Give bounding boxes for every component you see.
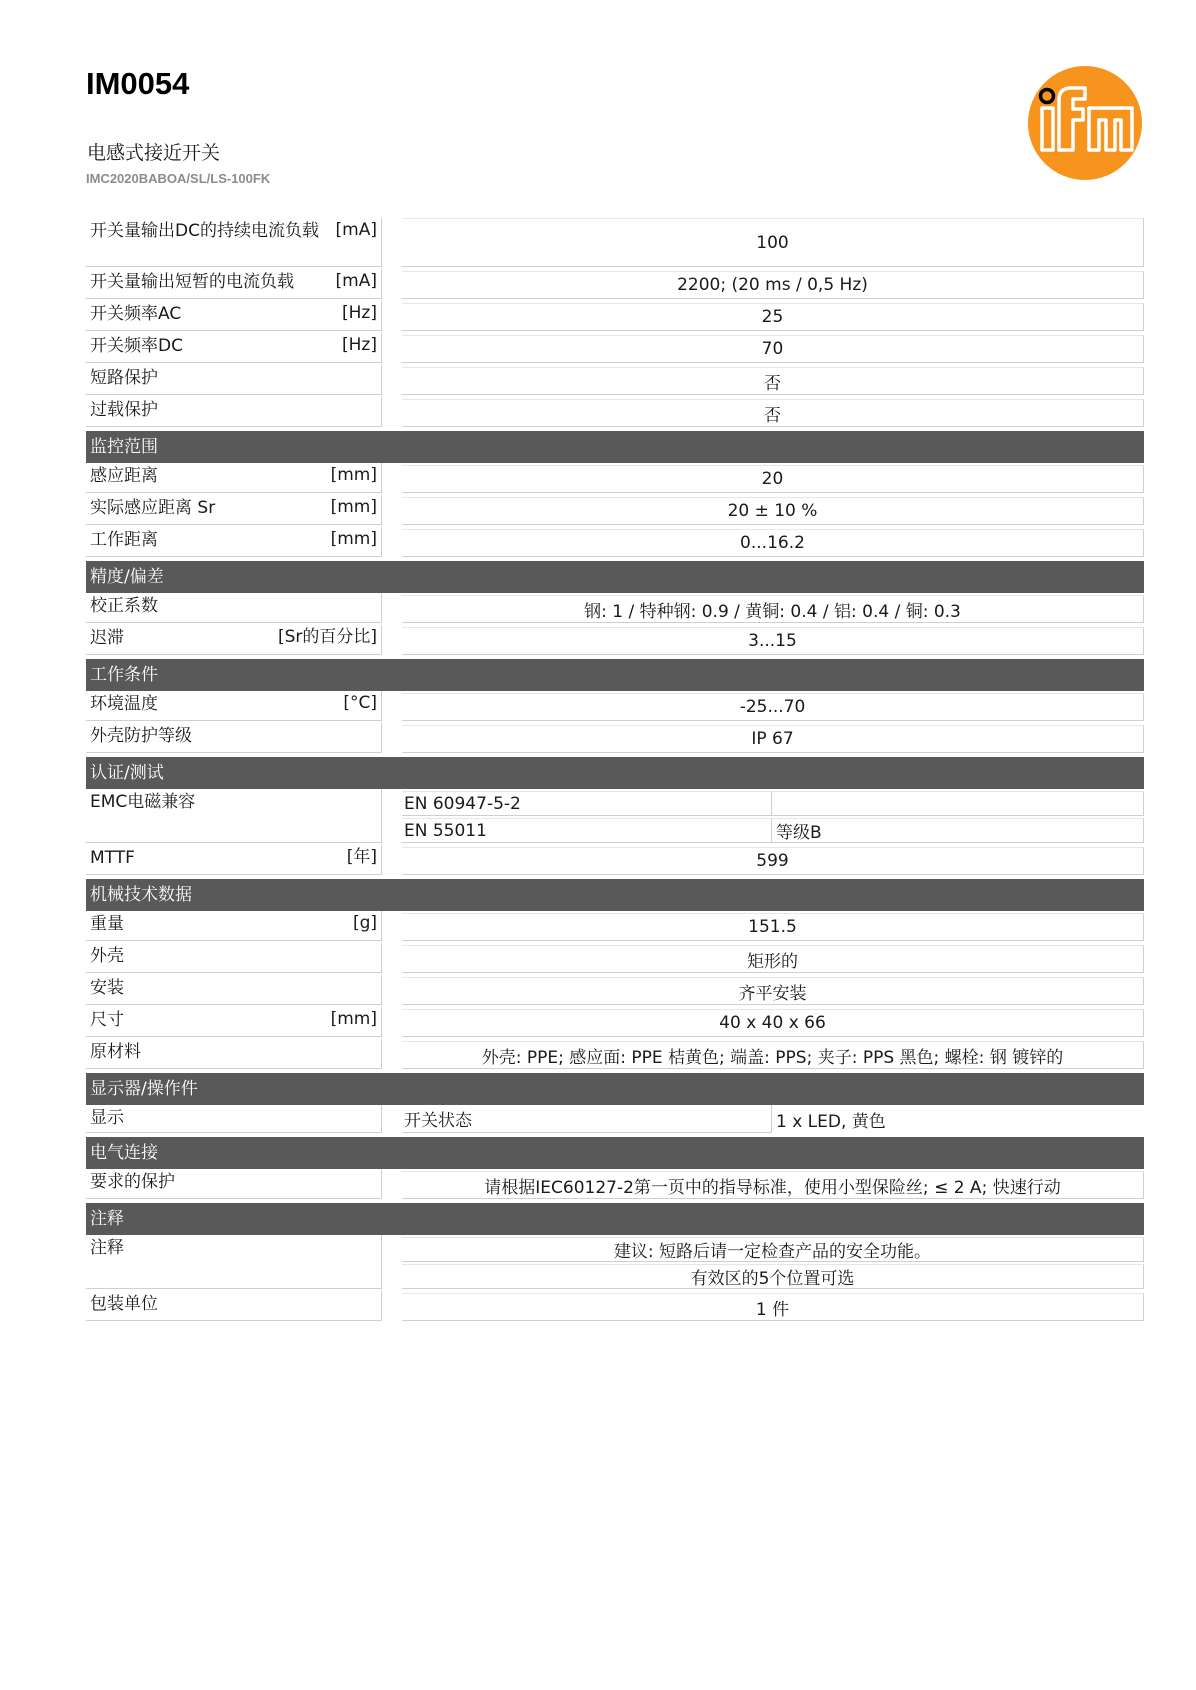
datasheet <box>86 218 1144 1323</box>
row-short-circuit-protection <box>86 365 1144 397</box>
row-real-sensing-range <box>86 495 1144 527</box>
param-unit: [mA] <box>335 271 377 291</box>
param-label: 短路保护 <box>90 368 158 388</box>
section-header-operating-conditions: 工作条件 <box>86 659 1144 691</box>
param-label: 开关频率AC <box>90 304 182 324</box>
remark-line: 建议: 短路后请一定检查产品的安全功能。 <box>402 1237 1144 1262</box>
label-cell <box>86 1007 382 1037</box>
emc-standard-2: EN 55011 <box>402 818 772 843</box>
param-label: 工作距离 <box>90 530 158 550</box>
param-value: 2200; (20 ms / 0,5 Hz) <box>402 271 1144 299</box>
param-value: IP 67 <box>402 725 1144 753</box>
label-cell <box>86 527 382 557</box>
label-cell <box>86 1235 382 1289</box>
row-mounting <box>86 975 1144 1007</box>
product-title: IM0054 <box>86 66 190 101</box>
param-unit: [g] <box>352 913 377 933</box>
param-label: MTTF <box>90 848 135 868</box>
param-label: 包装单位 <box>90 1294 158 1314</box>
param-value: 599 <box>402 847 1144 875</box>
label-cell <box>86 789 382 843</box>
param-value: 40 x 40 x 66 <box>402 1009 1144 1037</box>
label-cell <box>86 1039 382 1069</box>
label-cell <box>86 625 382 655</box>
row-required-protection <box>86 1169 1144 1201</box>
param-value: 外壳: PPE; 感应面: PPE 桔黄色; 端盖: PPS; 夹子: PPS 黑色; 螺栓: 钢 镀锌的 <box>402 1041 1144 1069</box>
param-label: 安装 <box>90 978 124 998</box>
label-cell <box>86 723 382 753</box>
param-label: 感应距离 <box>90 466 158 486</box>
emc-standard-1: EN 60947-5-2 <box>402 791 772 816</box>
ifm-logo <box>1026 64 1144 182</box>
label-cell <box>86 463 382 493</box>
label-cell <box>86 301 382 331</box>
row-remarks <box>86 1235 1144 1291</box>
param-value: 25 <box>402 303 1144 331</box>
param-value: 齐平安装 <box>402 977 1144 1005</box>
param-label: 实际感应距离 Sr <box>90 498 216 518</box>
param-label: 开关量输出DC的持续电流负载 <box>90 221 319 241</box>
product-type: 电感式接近开关 <box>87 142 221 164</box>
section-header-accuracy: 精度/偏差 <box>86 561 1144 593</box>
display-value: 1 x LED, 黄色 <box>776 1111 886 1132</box>
param-value: 矩形的 <box>402 945 1144 973</box>
section-header-tests-approvals: 认证/测试 <box>86 757 1144 789</box>
param-unit: [mA] <box>335 220 377 240</box>
param-label: 显示 <box>90 1108 124 1128</box>
param-value: -25...70 <box>402 693 1144 721</box>
param-unit: [°C] <box>343 693 377 713</box>
section-header-monitoring: 监控范围 <box>86 431 1144 463</box>
section-header-electrical-connection: 电气连接 <box>86 1137 1144 1169</box>
param-unit: [mm] <box>330 1009 377 1029</box>
param-unit: [年] <box>346 847 377 867</box>
param-label: 环境温度 <box>90 694 158 714</box>
param-value: 1 件 <box>402 1293 1144 1321</box>
label-cell <box>86 269 382 299</box>
emc-standard-2-note: 等级B <box>772 818 1144 843</box>
label-cell <box>86 845 382 875</box>
emc-standard-1-note <box>772 791 1144 816</box>
param-label: 原材料 <box>90 1042 141 1062</box>
param-value: 20 ± 10 % <box>402 497 1144 525</box>
param-unit: [Hz] <box>342 303 377 323</box>
param-value: 70 <box>402 335 1144 363</box>
row-hysteresis <box>86 625 1144 657</box>
remark-line: 有效区的5个位置可选 <box>402 1264 1144 1289</box>
param-label: 迟滞 <box>90 628 124 648</box>
param-label: 校正系数 <box>90 596 158 616</box>
article-code: IMC2020BABOA/SL/LS-100FK <box>86 171 271 186</box>
param-value: 100 <box>402 218 1144 267</box>
param-unit: [mm] <box>330 529 377 549</box>
param-value: 0...16.2 <box>402 529 1144 557</box>
section-header-remarks: 注释 <box>86 1203 1144 1235</box>
param-unit: [mm] <box>330 497 377 517</box>
param-label: 尺寸 <box>90 1010 124 1030</box>
row-frequency-ac <box>86 301 1144 333</box>
param-label: 重量 <box>90 914 124 934</box>
label-cell <box>86 1291 382 1321</box>
label-cell <box>86 1169 382 1199</box>
param-value: 请根据IEC60127-2第一页中的指导标准，使用小型保险丝; ≤ 2 A; 快速行动 <box>402 1171 1144 1199</box>
param-unit: [Hz] <box>342 335 377 355</box>
row-operating-distance <box>86 527 1144 559</box>
label-cell <box>86 911 382 941</box>
label-cell <box>86 593 382 623</box>
row-dimensions <box>86 1007 1144 1039</box>
display-item: 开关状态 <box>402 1105 772 1133</box>
param-label: EMC电磁兼容 <box>90 792 196 812</box>
row-sensing-range <box>86 463 1144 495</box>
row-protection-rating <box>86 723 1144 755</box>
row-frequency-dc <box>86 333 1144 365</box>
row-packaging-unit <box>86 1291 1144 1323</box>
param-label: 开关频率DC <box>90 336 183 356</box>
row-correction-factors <box>86 593 1144 625</box>
row-overload-protection <box>86 397 1144 429</box>
label-cell <box>86 1105 382 1133</box>
param-value: 否 <box>402 367 1144 395</box>
param-value: 151.5 <box>402 913 1144 941</box>
param-value: 20 <box>402 465 1144 493</box>
label-cell <box>86 691 382 721</box>
row-display <box>86 1105 1144 1135</box>
param-label: 外壳 <box>90 946 124 966</box>
param-label: 开关量输出短暂的电流负载 <box>90 272 294 292</box>
section-header-displays-operating-elements: 显示器/操作件 <box>86 1073 1144 1105</box>
label-cell <box>86 943 382 973</box>
param-value: 钢: 1 / 特种钢: 0.9 / 黄铜: 0.4 / 铝: 0.4 / 铜: 0.3 <box>402 595 1144 623</box>
param-value: 否 <box>402 399 1144 427</box>
row-emc <box>86 789 1144 845</box>
label-cell <box>86 365 382 395</box>
param-label: 过载保护 <box>90 400 158 420</box>
row-mttf <box>86 845 1144 877</box>
param-label: 外壳防护等级 <box>90 726 192 746</box>
param-label: 要求的保护 <box>90 1172 175 1192</box>
label-cell <box>86 333 382 363</box>
section-header-mechanical-data: 机械技术数据 <box>86 879 1144 911</box>
label-cell <box>86 218 382 267</box>
label-cell <box>86 975 382 1005</box>
param-unit: [mm] <box>330 465 377 485</box>
param-label: 注释 <box>90 1238 124 1258</box>
param-unit: [Sr的百分比] <box>277 627 377 647</box>
row-continuous-current <box>86 218 1144 269</box>
row-materials <box>86 1039 1144 1071</box>
param-value: 3...15 <box>402 627 1144 655</box>
label-cell <box>86 495 382 525</box>
label-cell <box>86 397 382 427</box>
row-weight <box>86 911 1144 943</box>
row-housing <box>86 943 1144 975</box>
row-short-current <box>86 269 1144 301</box>
row-ambient-temperature <box>86 691 1144 723</box>
